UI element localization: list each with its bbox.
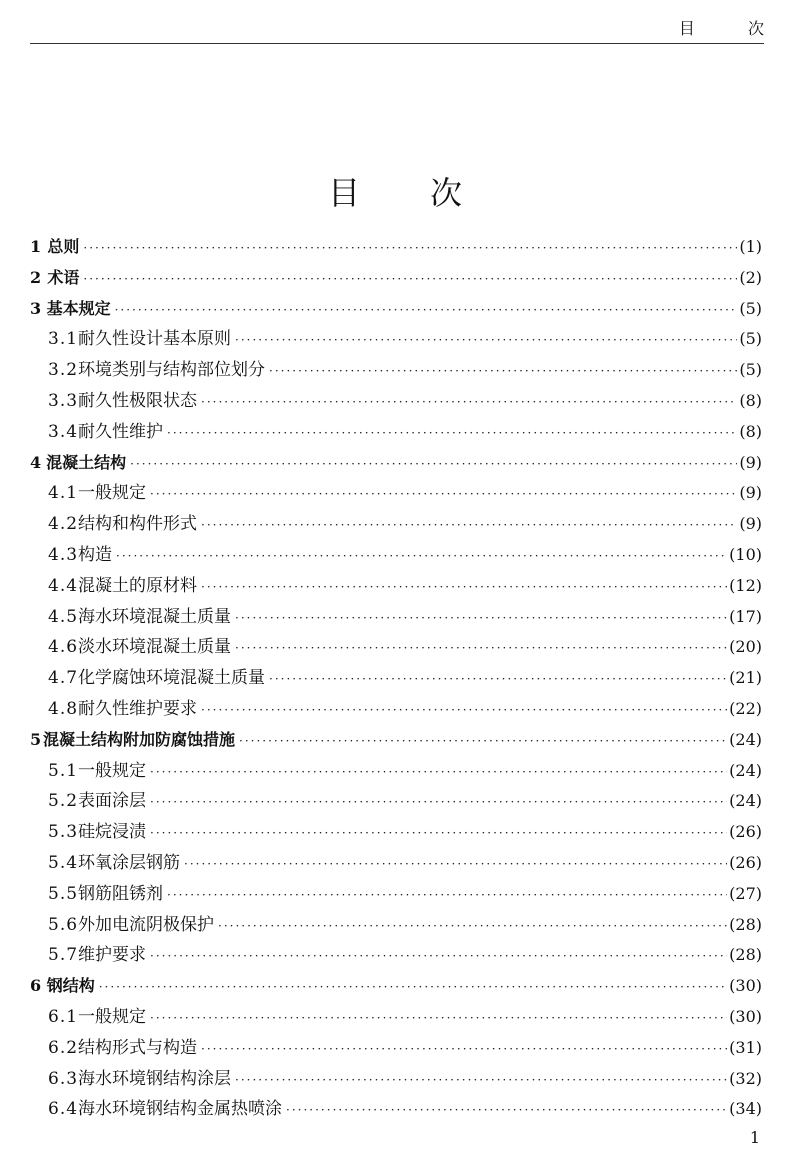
toc-entry-label: 耐久性设计基本原则 [78,329,232,350]
toc-entry-label: 淡水环境混凝土质量 [78,637,232,658]
toc-entry-page: (5) [739,298,762,318]
toc-entry-label: 化学腐蚀环境混凝土质量 [78,668,266,689]
toc-entry-number: 4.7 [48,668,79,689]
toc-entry-page: (8) [739,421,762,441]
toc-leader-dots [201,1034,727,1065]
toc-entry[interactable] [30,1064,762,1095]
toc-entry-number: 4.5 [48,606,79,627]
toc-entry-number: 5.7 [48,945,79,966]
toc-entry-label: 环境类别与结构部位划分 [78,360,266,381]
toc-entry-label: 总则 [47,237,80,256]
toc-entry-number: 5.2 [48,791,79,812]
toc-leader-dots [269,356,737,387]
toc-entry-page: (20) [729,637,762,657]
toc-entry[interactable] [30,632,762,663]
toc-entry-page: (32) [729,1068,762,1088]
toc-entry-number: 5 [30,729,42,749]
toc-entry-page: (10) [729,544,762,564]
toc-leader-dots [269,664,727,695]
toc-entry-label: 钢筋阻锈剂 [78,883,164,904]
toc-leader-dots [150,941,727,972]
toc-leader-dots [150,787,727,818]
toc-entry-label: 术语 [47,267,80,287]
toc-entry-page: (34) [729,1099,762,1119]
toc-entry-page: (21) [729,668,762,688]
toc-leader-dots [235,325,737,356]
toc-entry-label: 海水环境混凝土质量 [78,606,232,627]
toc-entry-number: 1 [30,237,42,256]
toc-entry-number: 4.3 [48,544,79,565]
toc-leader-dots [130,449,737,480]
toc-entry[interactable] [30,786,762,817]
toc-entry-page: (24) [729,729,762,749]
page-title: 目次 [327,174,532,212]
toc-entry[interactable] [30,663,762,694]
toc-leader-dots [235,1065,727,1096]
toc-entry[interactable] [30,848,762,879]
toc-leader-dots [167,880,727,911]
toc-entry-label: 维护要求 [78,945,147,966]
toc-leader-dots [83,233,737,264]
toc-entry-number: 5.6 [48,914,79,935]
toc-leader-dots [150,757,727,788]
toc-entry-page: (9) [739,483,762,503]
toc-entry-label: 结构和构件形式 [78,514,198,535]
toc-entry-label: 耐久性极限状态 [78,390,198,411]
toc-entry-number: 6 [30,976,42,996]
toc-entry-page: (2) [739,267,762,287]
toc-entry-label: 耐久性维护要求 [78,698,198,719]
toc-entry-label: 一般规定 [78,483,147,504]
toc-entry-number: 2 [30,267,42,287]
toc-entry-page: (30) [729,976,762,996]
toc-entry-page: (26) [729,852,762,872]
toc-entry-label: 表面涂层 [78,791,147,812]
toc-entry-page: (5) [739,329,762,349]
toc-entry-page: (8) [739,390,762,410]
toc-entry[interactable] [30,879,762,910]
toc-entry-label: 环氧涂层钢筋 [78,852,181,873]
toc-entry-label: 耐久性维护 [78,421,164,442]
toc-entry-label: 构造 [78,544,113,565]
toc-entry[interactable] [30,448,762,479]
toc-leader-dots [201,695,727,726]
toc-entry-label: 混凝土结构 [46,452,127,472]
toc-entry-label: 结构形式与构造 [78,1037,198,1058]
toc-entry[interactable] [30,1033,762,1064]
toc-leader-dots [115,295,738,326]
toc-leader-dots [150,479,737,510]
toc-leader-dots [83,264,737,295]
toc-leader-dots [218,911,727,942]
toc-entry-page: (31) [729,1037,762,1057]
toc-entry-page: (30) [729,1006,762,1026]
toc-entry-number: 5.4 [48,852,79,873]
toc-leader-dots [201,510,737,541]
toc-leader-dots [201,387,737,418]
toc-entry-label: 基本规定 [46,298,111,318]
toc-entry-label: 外加电流阴极保护 [78,914,215,935]
toc-entry-label: 混凝土结构附加防腐蚀措施 [42,729,235,749]
toc-entry[interactable] [30,386,762,417]
toc-entry-number: 5.3 [48,822,79,843]
toc-leader-dots [167,418,737,449]
toc-entry[interactable] [30,232,762,263]
toc-entry[interactable] [30,509,762,540]
toc-entry-page: (9) [739,452,762,472]
page-number: 1 [749,1128,760,1147]
toc-entry-number: 4.6 [48,637,79,658]
toc-entry-number: 6.2 [48,1037,79,1058]
toc-entry-page: (9) [739,514,762,534]
toc-entry-page: (24) [729,760,762,780]
toc-entry-number: 3.2 [48,360,79,381]
toc-leader-dots [99,972,727,1003]
toc-entry[interactable] [30,263,762,294]
toc-entry[interactable] [30,417,762,448]
toc-entry-number: 5.1 [48,760,79,781]
header-rule [30,43,764,44]
toc-entry-number: 3.4 [48,421,79,442]
toc-entry[interactable] [30,355,762,386]
toc-entry[interactable] [30,756,762,787]
toc-leader-dots [235,633,727,664]
toc-entry-number: 4.4 [48,575,79,596]
toc-leader-dots [201,572,727,603]
toc-entry[interactable] [30,910,762,941]
toc-entry-page: (26) [729,822,762,842]
toc-leader-dots [184,849,727,880]
toc-entry-page: (27) [729,883,762,903]
toc-leader-dots [286,1095,727,1126]
toc-entry[interactable] [30,540,762,571]
toc-entry[interactable] [30,571,762,602]
toc-entry-label: 海水环境钢结构涂层 [78,1068,232,1089]
toc-entry[interactable] [30,725,762,756]
toc-entry-label: 混凝土的原材料 [78,575,198,596]
toc-entry[interactable] [30,294,762,325]
toc-entry-label: 硅烷浸渍 [78,822,147,843]
toc-entry[interactable] [30,694,762,725]
toc-entry-number: 3 [30,298,42,318]
toc-entry[interactable] [30,324,762,355]
toc-entry[interactable] [30,940,762,971]
table-of-contents [30,232,762,1125]
toc-entry-number: 6.4 [48,1099,79,1120]
toc-entry[interactable] [30,1002,762,1033]
toc-leader-dots [239,726,727,757]
toc-entry-number: 6.1 [48,1006,79,1027]
running-header: 目 次 [678,19,788,38]
toc-entry-page: (1) [739,237,762,256]
toc-leader-dots [116,541,727,572]
toc-entry-number: 6.3 [48,1068,79,1089]
toc-entry-number: 4.8 [48,698,79,719]
toc-entry-page: (22) [729,698,762,718]
toc-entry[interactable] [30,1094,762,1125]
toc-leader-dots [150,818,727,849]
toc-entry-number: 4.1 [48,483,79,504]
toc-entry[interactable] [30,478,762,509]
toc-entry-page: (24) [729,791,762,811]
toc-entry-page: (5) [739,360,762,380]
toc-entry-page: (28) [729,945,762,965]
toc-entry[interactable] [30,817,762,848]
toc-entry[interactable] [30,971,762,1002]
toc-leader-dots [150,1003,727,1034]
toc-entry-number: 5.5 [48,883,79,904]
toc-entry[interactable] [30,602,762,633]
toc-entry-number: 4 [30,452,42,472]
toc-entry-page: (12) [729,575,762,595]
toc-entry-label: 一般规定 [78,1006,147,1027]
toc-entry-number: 3.1 [48,329,79,350]
toc-entry-label: 一般规定 [78,760,147,781]
toc-leader-dots [235,603,727,634]
toc-entry-label: 钢结构 [46,976,95,996]
toc-entry-page: (28) [729,914,762,934]
toc-entry-number: 4.2 [48,514,79,535]
toc-entry-number: 3.3 [48,390,79,411]
toc-entry-label: 海水环境钢结构金属热喷涂 [78,1099,283,1120]
toc-entry-page: (17) [729,606,762,626]
